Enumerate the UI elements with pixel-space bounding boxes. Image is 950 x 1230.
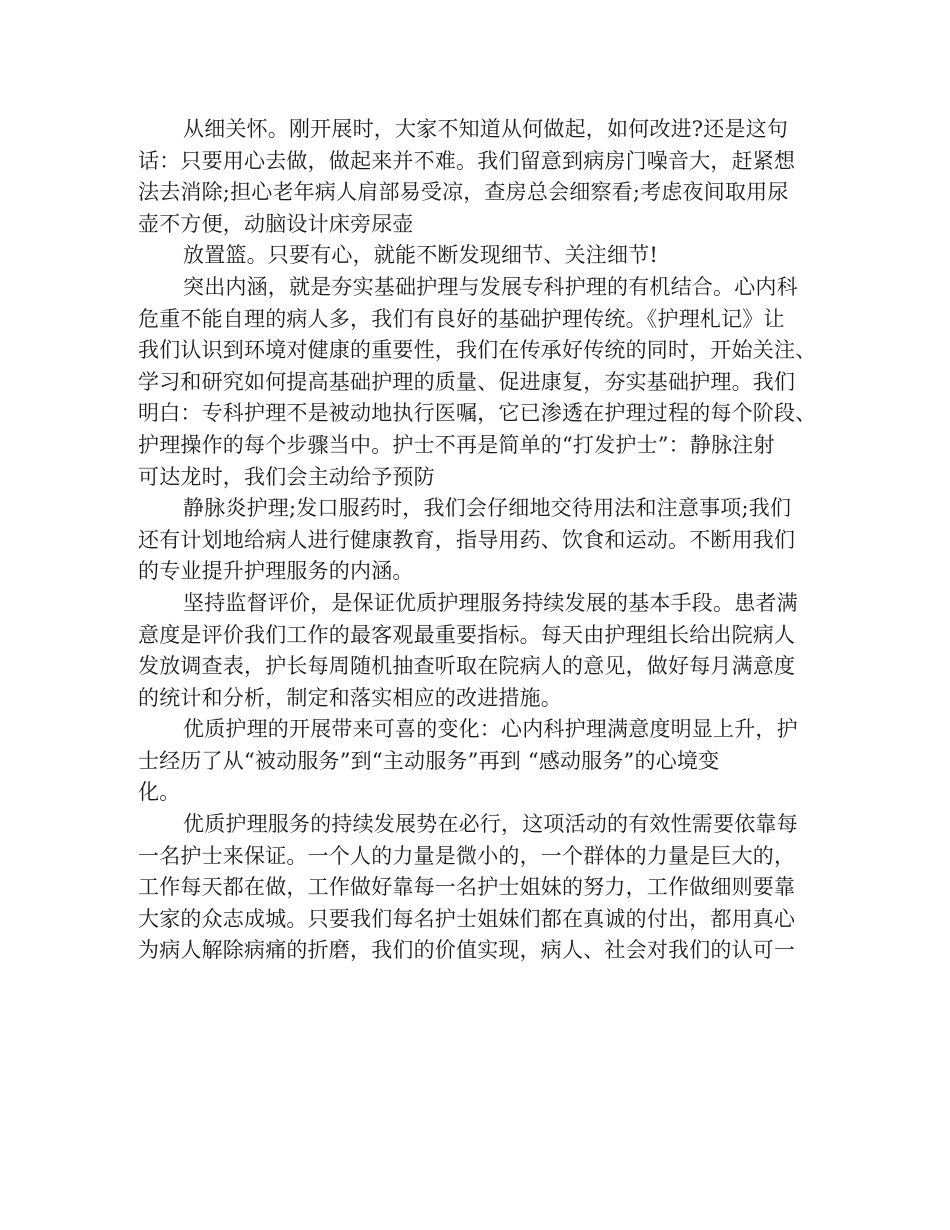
text-line: 从细关怀。刚开展时，大家不知道从何做起，如何改进?还是这句 [183, 117, 789, 141]
text-line: 大家的众志成城。只要我们每名护士姐妹们都在真诚的付出，都用真心 [138, 906, 796, 931]
paragraph-5 [138, 588, 818, 714]
text-line: 士经历了从“被动服务”到“主动服务”再到 “感动服务”的心境变 [138, 748, 720, 773]
text-line: 还有计划地给病人进行健康教育，指导用药、饮食和运动。不断用我们 [138, 527, 796, 552]
paragraph-1 [138, 114, 818, 240]
text-line: 一名护士来保证。一个人的力量是微小的，一个群体的力量是巨大的， [138, 843, 796, 868]
text-line: 为病人解除病痛的折磨，我们的价值实现，病人、社会对我们的认可一 [138, 938, 796, 963]
document-body [138, 114, 818, 967]
text-line: 意度是评价我们工作的最客观最重要指标。每天由护理组长给出院病人 [138, 622, 796, 647]
text-line: 的统计和分析，制定和落实相应的改进措施。 [138, 685, 562, 710]
text-line: 可达龙时，我们会主动给予预防 [138, 464, 435, 489]
text-line: 危重不能自理的病人多，我们有良好的基础护理传统。《护理札记》让 [138, 306, 785, 331]
text-line: 明白：专科护理不是被动地执行医嘱，它已渗透在护理过程的每个阶段、 [138, 401, 817, 426]
text-line: 放置篮。只要有心，就能不断发现细节、关注细节! [183, 243, 659, 268]
text-line: 护理操作的每个步骤当中。护士不再是简单的“打发护士”：静脉注射 [138, 432, 775, 457]
text-line: 坚持监督评价，是保证优质护理服务持续发展的基本手段。患者满 [183, 590, 798, 615]
text-line: 优质护理服务的持续发展势在必行，这项活动的有效性需要依靠每 [183, 812, 798, 837]
text-line: 工作每天都在做，工作做好靠每一名护士姐妹的努力，工作做细则要靠 [138, 875, 796, 900]
paragraph-2 [138, 240, 818, 272]
text-line: 静脉炎护理;发口服药时，我们会仔细地交待用法和注意事项;我们 [183, 496, 792, 521]
text-line: 的专业提升护理服务的内涵。 [138, 559, 414, 584]
paragraph-3 [138, 272, 818, 493]
text-line: 话：只要用心去做，做起来并不难。我们留意到病房门噪音大，赶紧想 [138, 148, 796, 173]
text-line: 化。 [138, 780, 181, 805]
text-line: 学习和研究如何提高基础护理的质量、促进康复，夯实基础护理。我们 [138, 369, 796, 394]
paragraph-7 [138, 809, 818, 967]
paragraph-6 [138, 714, 818, 809]
text-line: 发放调查表，护长每周随机抽查听取在院病人的意见，做好每月满意度 [138, 654, 796, 679]
text-line: 突出内涵，就是夯实基础护理与发展专科护理的有机结合。心内科 [183, 274, 798, 299]
paragraph-4 [138, 493, 818, 588]
text-line: 优质护理的开展带来可喜的变化：心内科护理满意度明显上升，护 [183, 717, 798, 742]
text-line: 壶不方便，动脑设计床旁尿壶 [138, 211, 414, 236]
text-line: 我们认识到环境对健康的重要性，我们在传承好传统的同时，开始关注、 [138, 338, 817, 363]
text-line: 法去消除;担心老年病人肩部易受凉，查房总会细察看;考虑夜间取用尿 [138, 180, 789, 205]
